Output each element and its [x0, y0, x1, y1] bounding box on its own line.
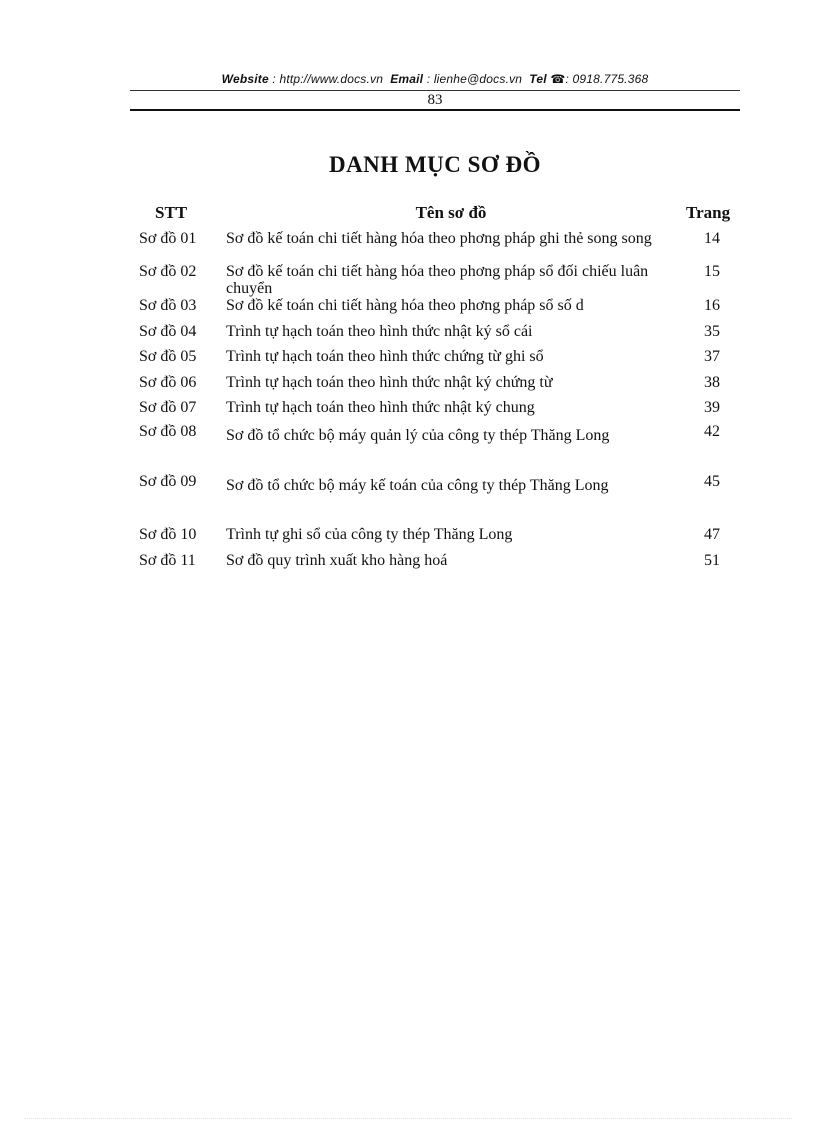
page-number: 83	[427, 92, 443, 108]
row-page: 42	[704, 423, 720, 440]
phone-icon: ☎	[550, 72, 566, 86]
row-page: 39	[704, 399, 720, 416]
page-bottom-edge	[24, 1118, 792, 1119]
row-stt: Sơ đồ 10	[139, 526, 197, 543]
row-page: 16	[704, 297, 720, 314]
row-page: 14	[704, 230, 720, 247]
column-header-stt: STT	[155, 203, 188, 222]
row-name: Trình tự hạch toán theo hình thức chứng từ ghi sổ	[226, 348, 544, 365]
row-name: Sơ đồ tổ chức bộ máy quản lý của công ty thép Thăng Long	[226, 427, 610, 444]
row-stt: Sơ đồ 05	[139, 348, 197, 365]
website-label: Website	[221, 72, 269, 86]
row-page: 47	[704, 526, 720, 543]
row-page: 38	[704, 374, 720, 391]
row-page: 15	[704, 263, 720, 280]
page-header	[130, 72, 740, 86]
row-name: Sơ đồ kế toán chi tiết hàng hóa theo phơng pháp sổ số d	[226, 297, 584, 314]
column-header-name: Tên sơ đồ	[415, 203, 487, 222]
email-value: : lienhe@docs.vn	[426, 72, 523, 86]
tel-value: : 0918.775.368	[565, 72, 649, 86]
row-stt: Sơ đồ 04	[139, 323, 197, 340]
page-title: DANH MỤC SƠ ĐỒ	[328, 152, 542, 177]
row-name: Sơ đồ kế toán chi tiết hàng hóa theo phơng pháp sổ đối chiếu luân chuyển	[226, 263, 649, 297]
row-name: Trình tự hạch toán theo hình thức nhật ký sổ cái	[226, 323, 533, 340]
row-name: Sơ đồ quy trình xuất kho hàng hoá	[226, 552, 448, 569]
header-rule-thick	[130, 109, 740, 111]
tel-label: Tel	[529, 72, 547, 86]
row-name: Sơ đồ tổ chức bộ máy kế toán của công ty thép Thăng Long	[226, 477, 609, 494]
website-value: : http://www.docs.vn	[272, 72, 384, 86]
row-stt: Sơ đồ 11	[139, 552, 196, 569]
row-name: Trình tự hạch toán theo hình thức nhật ký chung	[226, 399, 535, 416]
row-stt: Sơ đồ 01	[139, 230, 197, 247]
column-header-page: Trang	[686, 203, 731, 222]
row-stt: Sơ đồ 03	[139, 297, 197, 314]
row-name: Trình tự ghi sổ của công ty thép Thăng Long	[226, 526, 513, 543]
row-page: 35	[704, 323, 720, 340]
email-label: Email	[390, 72, 424, 86]
row-stt: Sơ đồ 09	[139, 473, 197, 490]
row-page: 51	[704, 552, 720, 569]
row-stt: Sơ đồ 07	[139, 399, 197, 416]
row-stt: Sơ đồ 06	[139, 374, 197, 391]
row-name: Sơ đồ kế toán chi tiết hàng hóa theo phơng pháp ghi thẻ song song	[226, 230, 652, 247]
row-name: Trình tự hạch toán theo hình thức nhật ký chứng từ	[226, 374, 553, 391]
header-rule-thin	[130, 90, 740, 91]
row-page: 45	[704, 473, 720, 490]
row-stt: Sơ đồ 02	[139, 263, 197, 280]
row-page: 37	[704, 348, 720, 365]
row-stt: Sơ đồ 08	[139, 423, 197, 440]
